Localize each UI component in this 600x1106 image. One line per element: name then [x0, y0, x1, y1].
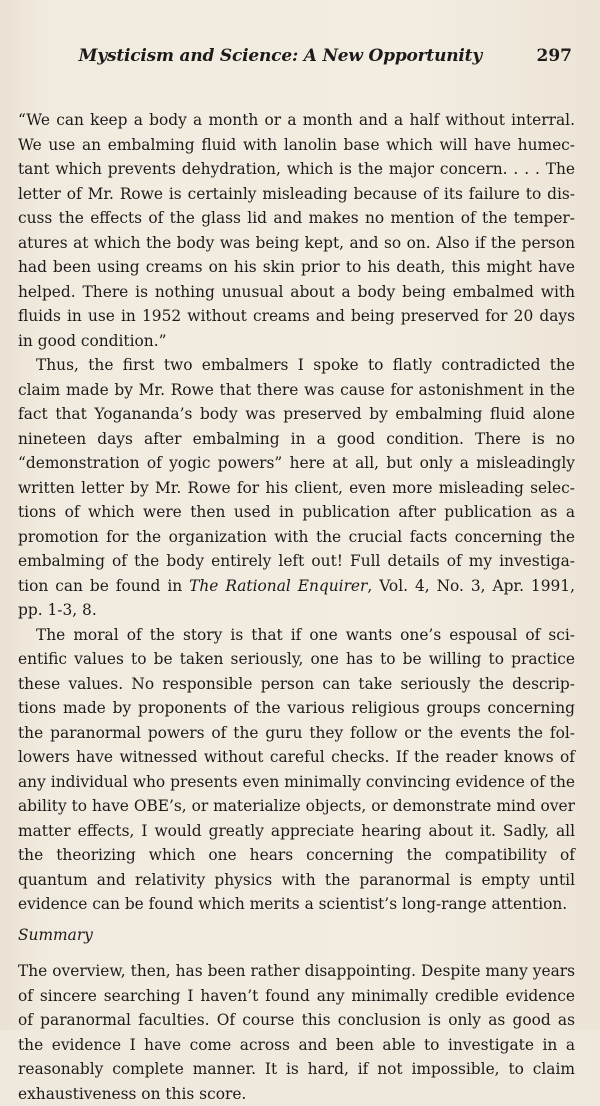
moral-paragraph: The moral of the story is that if one wants one’s espousal of scientific values to be taken seriously, one has to be willing to practice these values. No responsible person can take seriously the descriptions made by proponents of the various religious groups concerning the paranormal powers of the guru they follow or the events the followers have witnessed without careful checks. If the reader knows of any individual who presents even minimally convincing evidence of the ability to have OBE’s, or materialize objects, or demonstrate mind over matter effects, I would greatly appreciate hearing about it. Sadly, all the theorizing which one hears concerning the compatibility of quantum and relativity physics with the paranormal is empty until evidence can be found which merits a scientist’s long-range attention. [18, 625, 575, 913]
publication-title: The Rational Enquirer [189, 576, 368, 595]
page-number: 297 [536, 46, 572, 66]
summary-heading: Summary [18, 925, 93, 944]
summary-paragraph: The overview, then, has been rather disappointing. Despite many years of sincere searching I haven’t found any minimally credible evidence of paranormal faculties. Of course this conclusion is only as good as the evidence I have come across and been able to investigate in a reasonably complete manner. It is hard, if not impossible, to claim exhaustiveness on this score. [18, 962, 575, 1103]
body-text [18, 108, 575, 1106]
quote-paragraph: “We can keep a body a month or a month and a half without interral. We use an embalming fluid with lanolin base which will have humectant which prevents dehydration, which is the major concern. . . . The letter of Mr. Rowe is certainly misleading because of its failure to discuss the effects of the glass lid and makes no mention of the temperatures at which the body was being kept, and so on. Also if the person had been using creams on his skin prior to his death, this might have helped. There is nothing unusual about a body being embalmed with fluids in use in 1952 without creams and being preserved for 20 days in good condition.” [18, 111, 575, 350]
page-header [18, 46, 574, 72]
thus-paragraph [18, 353, 575, 623]
thus-text-before: Thus, the first two embalmers I spoke to flatly contradicted the claim made by Mr. Rowe that there was cause for astonishment in the fact that Yogananda’s body was preserved by embalming fluid alone nineteen days after embalming in a good condition. There is no “demonstration of yogic powers” here at all, but only a misleadingly written letter by Mr. Rowe for his client, even more misleading selections of which were then used in publication after publication as a promotion for the organization with the crucial facts concerning the embalming of the body entirely left out! Full details of my investigation can be found in [18, 356, 575, 595]
running-title: Mysticism and Science: A New Opportunity [78, 46, 482, 66]
thus-text-after: , Vol. 4, No. 3, Apr. 1991, pp. 1-3, 8. [18, 576, 575, 619]
